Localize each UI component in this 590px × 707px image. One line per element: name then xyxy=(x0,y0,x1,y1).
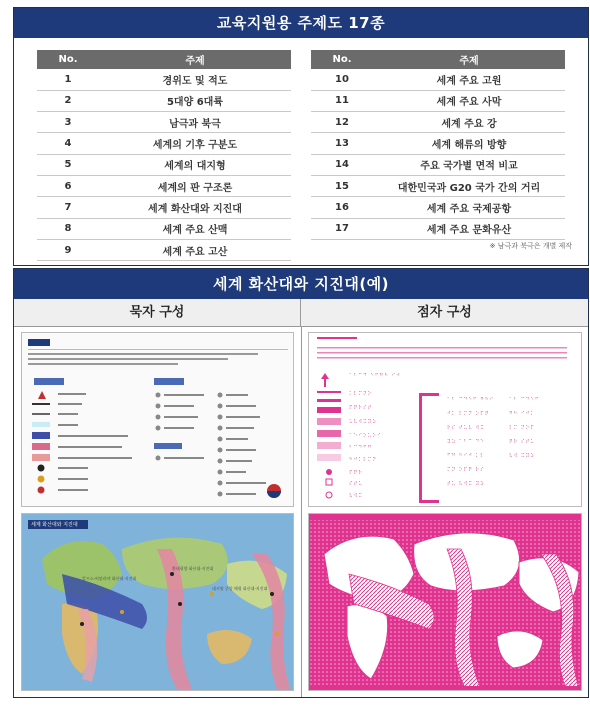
row-topic: 세계 주요 사막 xyxy=(373,90,565,111)
row-topic: 남극과 북극 xyxy=(99,112,291,133)
braille-dots: ⠁⠃ ⠉⠙⠑⠋ ⠛⠓⠊ xyxy=(447,397,495,403)
table-note: ※ 남극과 북극은 개별 제작 xyxy=(489,242,572,250)
braille-dots: ⠁⠃ ⠉⠙⠑⠋ xyxy=(509,397,540,403)
table-row xyxy=(311,133,565,154)
map-title: 세계 화산대와 지진대 xyxy=(31,522,78,528)
row-number: 17 xyxy=(311,218,373,239)
row-topic: 세계 주요 고산 xyxy=(99,239,291,260)
braille-dots: ⠞⠥ ⠧⠺⠭ ⠽⠵ xyxy=(447,481,485,487)
row-topic: 대한민국과 G20 국가 간의 거리 xyxy=(373,175,565,196)
topic-table-right xyxy=(311,50,565,240)
row-number: 12 xyxy=(311,112,373,133)
map-label-pacific: 환태평양 화산대·지진대 xyxy=(172,566,214,571)
row-topic: 세계 주요 문화유산 xyxy=(373,218,565,239)
table-row xyxy=(37,175,291,196)
table-row xyxy=(37,218,291,239)
braille-dots: ⠥⠧⠺⠭⠽⠵ xyxy=(349,419,377,425)
row-number: 16 xyxy=(311,197,373,218)
braille-world-map-illustration xyxy=(309,514,582,691)
braille-dots: ⠚⠅ ⠇⠍⠝ ⠕⠏⠟ xyxy=(447,411,490,417)
section-title: 교육지원용 주제도 17종 xyxy=(14,8,588,38)
braille-dots: ⠋⠛ ⠓⠊⠚ ⠅⠇ xyxy=(447,453,485,459)
table-row xyxy=(37,69,291,90)
row-number: 3 xyxy=(37,112,99,133)
map-label-atlantic: 대서양 중앙 해령 화산대·지진대 xyxy=(212,586,268,591)
row-number: 5 xyxy=(37,154,99,175)
table-row xyxy=(311,175,565,196)
table-row xyxy=(37,239,291,260)
table-row xyxy=(311,154,565,175)
table-row xyxy=(311,69,565,90)
row-number: 6 xyxy=(37,175,99,196)
column-divider xyxy=(301,327,302,697)
header-topic: 주제 xyxy=(373,50,565,69)
row-number: 1 xyxy=(37,69,99,90)
row-number: 10 xyxy=(311,69,373,90)
braille-dots: ⠎⠞⠥ xyxy=(349,481,363,487)
row-topic: 세계 해류의 방향 xyxy=(373,133,565,154)
braille-dots: ⠽⠵ ⠁⠃⠉ ⠙⠑ xyxy=(447,439,485,445)
table-row xyxy=(311,112,565,133)
example-section xyxy=(13,268,589,698)
braille-dots: ⠗⠎ ⠞⠥⠧ ⠺⠭ xyxy=(447,425,485,431)
braille-dots: ⠍⠝ ⠕⠏⠟ ⠗⠎ xyxy=(447,467,485,473)
row-number: 4 xyxy=(37,133,99,154)
row-number: 9 xyxy=(37,239,99,260)
row-number: 8 xyxy=(37,218,99,239)
legend-illustration xyxy=(22,333,294,507)
row-number: 11 xyxy=(311,90,373,111)
braille-dots: ⠃⠉⠙⠋⠛ xyxy=(349,445,373,451)
header-no: No. xyxy=(311,50,373,69)
braille-map-image xyxy=(308,513,582,691)
braille-dots: ⠏⠟⠗ xyxy=(349,470,363,476)
table-row xyxy=(37,133,291,154)
row-topic: 세계 주요 국제공항 xyxy=(373,197,565,218)
row-topic: 5대양 6대륙 xyxy=(99,90,291,111)
table-row xyxy=(311,218,565,239)
print-legend-image xyxy=(21,332,294,507)
header-topic: 주제 xyxy=(99,50,291,69)
table-row xyxy=(37,112,291,133)
braille-dots: ⠇⠍ ⠝⠕⠏ xyxy=(509,425,535,431)
world-map-illustration xyxy=(22,514,294,691)
row-topic: 세계 주요 산맥 xyxy=(99,218,291,239)
print-map-image xyxy=(21,513,294,691)
table-row xyxy=(37,90,291,111)
table-row xyxy=(311,197,565,218)
braille-dots: ⠁⠃⠉⠙ ⠑⠋⠛⠓ ⠊⠚ xyxy=(349,373,401,379)
row-topic: 주요 국가별 면적 비교 xyxy=(373,154,565,175)
braille-dots: ⠛⠓ ⠊⠚⠅ xyxy=(509,411,535,417)
header-no: No. xyxy=(37,50,99,69)
row-number: 14 xyxy=(311,154,373,175)
row-number: 15 xyxy=(311,175,373,196)
row-topic: 경위도 및 적도 xyxy=(99,69,291,90)
braille-dots: ⠁⠑⠊⠕⠥⠕⠊ xyxy=(349,433,382,439)
row-topic: 세계 화산대와 지진대 xyxy=(99,197,291,218)
braille-dots: ⠧⠺⠭ xyxy=(349,493,363,499)
table-row xyxy=(37,197,291,218)
map-label-alps: 알프스-히말라야 화산대·지진대 xyxy=(82,576,137,581)
braille-dots: ⠏⠟⠗⠎⠞ xyxy=(349,405,373,411)
topic-list-section xyxy=(13,7,589,266)
table-row xyxy=(37,154,291,175)
braille-column-header: 점자 구성 xyxy=(301,299,588,327)
row-topic: 세계의 기후 구분도 xyxy=(99,133,291,154)
print-column-header: 묵자 구성 xyxy=(14,299,301,327)
row-topic: 세계의 판 구조론 xyxy=(99,175,291,196)
braille-dots: ⠓⠚⠅⠇⠍⠝ xyxy=(349,457,377,463)
row-number: 7 xyxy=(37,197,99,218)
section-title: 세계 화산대와 지진대(예) xyxy=(14,269,588,299)
braille-dots: ⠧⠺ ⠭⠽⠵ xyxy=(509,453,535,459)
row-topic: 세계 주요 고원 xyxy=(373,69,565,90)
table-row xyxy=(311,90,565,111)
braille-dots: ⠅⠇⠍⠝⠕ xyxy=(349,391,373,397)
braille-legend-image xyxy=(308,332,582,507)
row-number: 2 xyxy=(37,90,99,111)
row-topic: 세계 주요 강 xyxy=(373,112,565,133)
row-topic: 세계의 대지형 xyxy=(99,154,291,175)
row-number: 13 xyxy=(311,133,373,154)
braille-dots: ⠟⠗ ⠎⠞⠥ xyxy=(509,439,535,445)
topic-table-left xyxy=(37,50,291,261)
